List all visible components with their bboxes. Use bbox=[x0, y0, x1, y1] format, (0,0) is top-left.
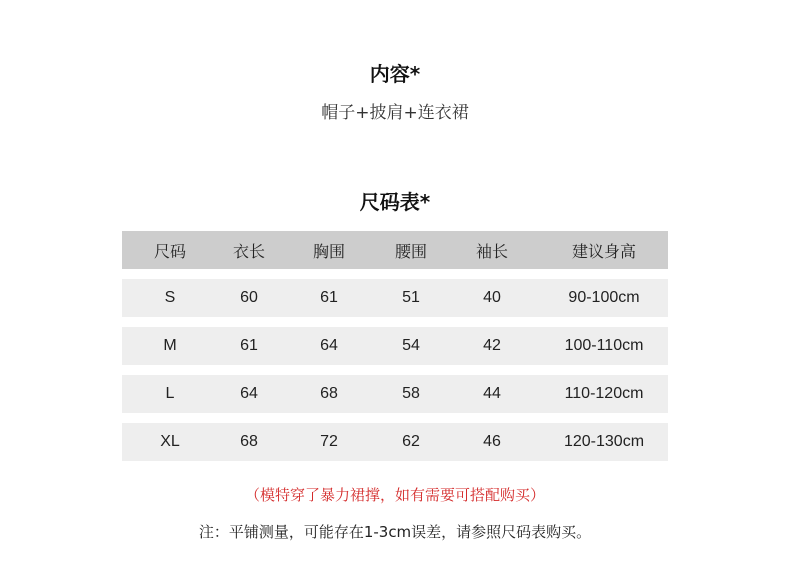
header-cell-chest: 胸围 bbox=[312, 241, 345, 261]
cell-waist: 62 bbox=[402, 433, 420, 450]
cell-waist: 58 bbox=[402, 385, 420, 402]
header-cell-sleeve: 袖长 bbox=[475, 241, 508, 261]
cell-chest: 72 bbox=[320, 433, 338, 450]
cell-height: 90-100cm bbox=[568, 289, 640, 306]
content-text: 帽子+披肩+连衣裙 bbox=[321, 103, 469, 123]
cell-waist: 51 bbox=[402, 289, 420, 306]
table-row bbox=[122, 279, 668, 317]
table-header-row bbox=[122, 231, 668, 269]
size-chart-title: 尺码表* bbox=[359, 190, 431, 214]
size-chart-table bbox=[122, 231, 668, 471]
header-cell-size: 尺码 bbox=[153, 241, 186, 261]
cell-sleeve: 46 bbox=[483, 433, 501, 450]
cell-chest: 64 bbox=[320, 337, 338, 354]
header-cell-height: 建议身高 bbox=[571, 241, 636, 261]
header-cell-waist: 腰围 bbox=[394, 241, 427, 261]
cell-sleeve: 40 bbox=[483, 289, 501, 306]
cell-size: L bbox=[165, 385, 175, 402]
red-note: （模特穿了暴力裙撑，如有需要可搭配购买） bbox=[244, 486, 545, 504]
header-cell-length: 衣长 bbox=[232, 241, 265, 261]
cell-height: 120-130cm bbox=[563, 433, 645, 450]
cell-sleeve: 44 bbox=[483, 385, 501, 402]
cell-length: 60 bbox=[240, 289, 258, 306]
content-title: 内容* bbox=[369, 62, 421, 86]
cell-chest: 68 bbox=[320, 385, 338, 402]
cell-length: 64 bbox=[240, 385, 258, 402]
cell-sleeve: 42 bbox=[483, 337, 501, 354]
cell-length: 61 bbox=[240, 337, 258, 354]
cell-length: 68 bbox=[240, 433, 258, 450]
table-row bbox=[122, 423, 668, 461]
measurement-note: 注：平铺测量，可能存在1-3cm误差，请参照尺码表购买。 bbox=[198, 523, 592, 541]
table-row bbox=[122, 327, 668, 365]
table-row bbox=[122, 375, 668, 413]
cell-waist: 54 bbox=[402, 337, 420, 354]
cell-height: 100-110cm bbox=[564, 337, 644, 354]
cell-height: 110-120cm bbox=[564, 385, 644, 402]
cell-size: S bbox=[164, 289, 176, 306]
cell-size: M bbox=[163, 337, 177, 354]
cell-size: XL bbox=[160, 433, 180, 450]
cell-chest: 61 bbox=[320, 289, 338, 306]
